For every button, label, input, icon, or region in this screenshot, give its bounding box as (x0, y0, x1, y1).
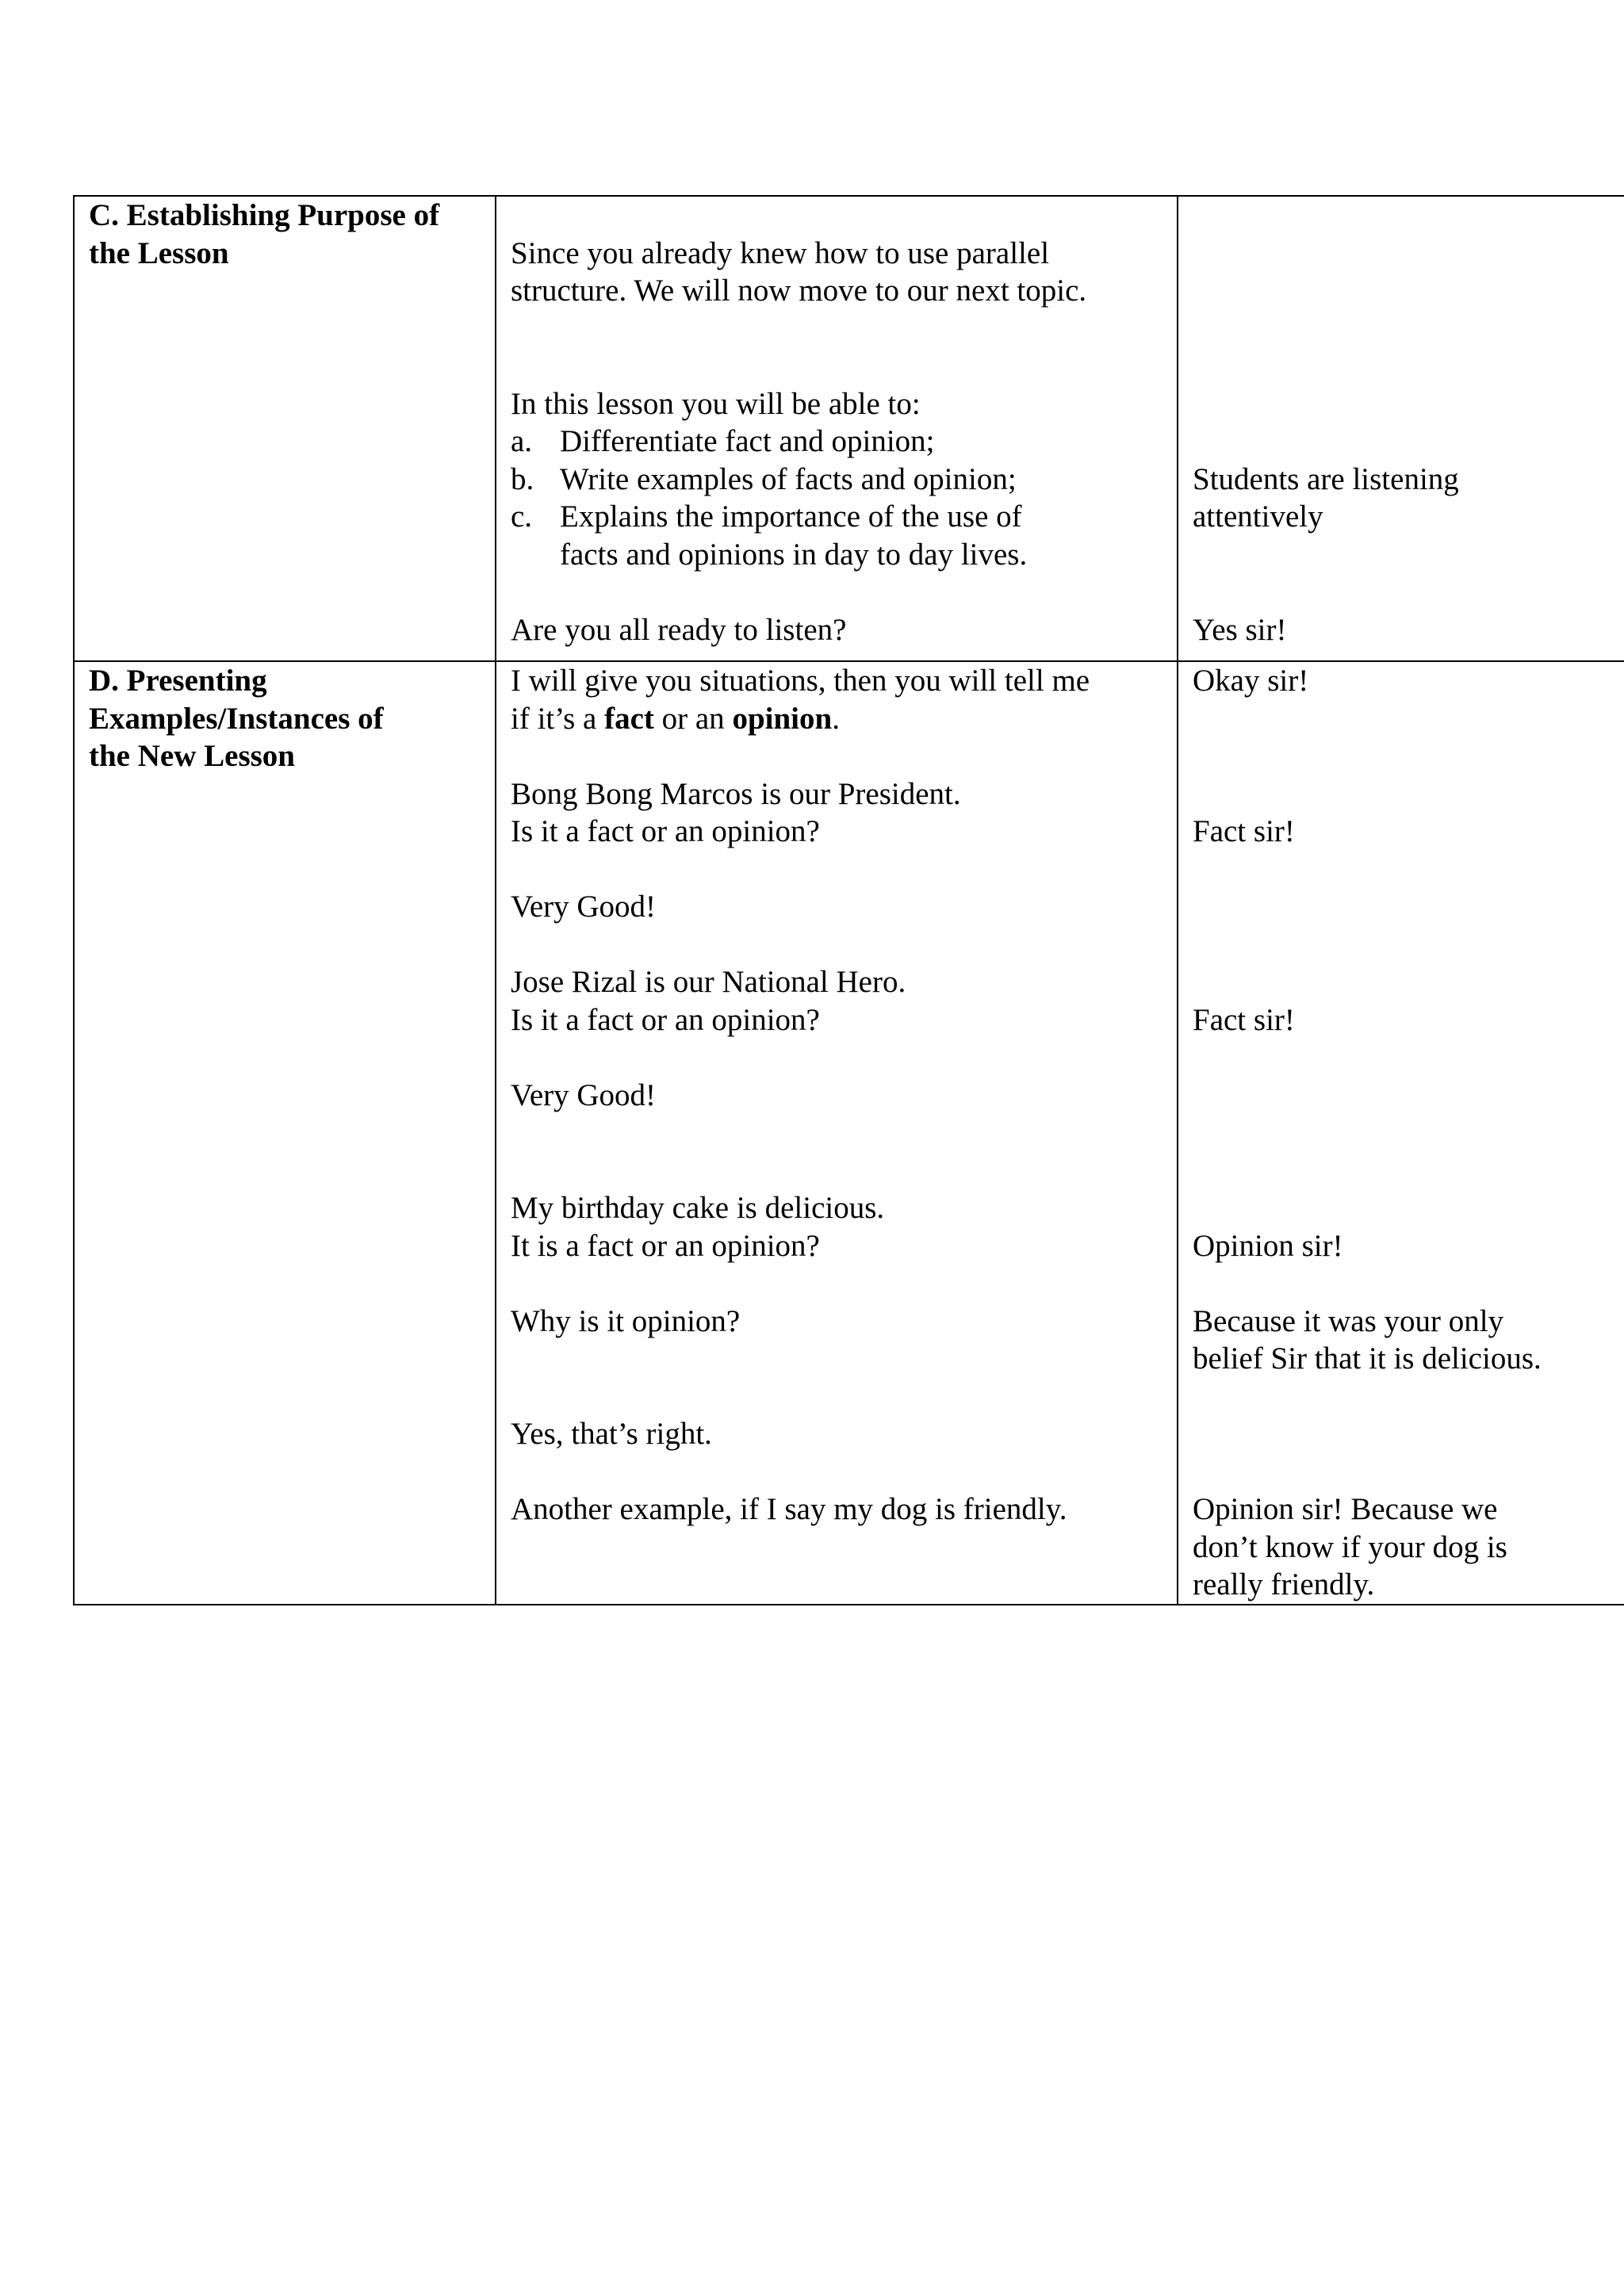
row-label-c-line1: C. Establishing Purpose of (89, 198, 440, 232)
student-response-yes: Yes sir! (1193, 612, 1287, 647)
student-explanation-1: Because it was your only (1193, 1303, 1504, 1338)
student-dog-answer-2: don’t know if your dog is (1193, 1529, 1507, 1564)
instruction-line-2: if it’s a fact or an opinion. (511, 701, 840, 736)
example-national-hero: Jose Rizal is our National Hero. (511, 965, 906, 999)
lesson-plan-table (73, 195, 1624, 1605)
teacher-activity-d (496, 661, 1178, 1605)
student-opinion: Opinion sir! (1193, 1228, 1343, 1263)
student-dog-answer-1: Opinion sir! Because we (1193, 1492, 1498, 1526)
objectives-heading: In this lesson you will be able to: (511, 386, 921, 421)
student-response-listening-2: attentively (1193, 499, 1323, 534)
intro-line-2: structure. We will now move to our next topic. (511, 274, 1087, 308)
example-friendly-dog: Another example, if I say my dog is friendly. (511, 1492, 1067, 1526)
student-activity-d (1178, 661, 1624, 1605)
student-response-listening-1: Students are listening (1193, 461, 1459, 496)
objective-c-text: Explains the importance of the use of (560, 499, 1022, 534)
question-1: Is it a fact or an opinion? (511, 814, 820, 848)
objective-c (511, 498, 1162, 536)
why-opinion-question: Why is it opinion? (511, 1303, 741, 1338)
row-establishing-purpose (74, 196, 1624, 661)
example-president: Bong Bong Marcos is our President. (511, 776, 961, 811)
row-label-c (74, 196, 496, 661)
row-label-d (74, 661, 496, 1605)
intro-line-1: Since you already knew how to use parallel (511, 235, 1050, 270)
student-activity-c (1178, 196, 1624, 661)
objective-b-text: Write examples of facts and opinion; (560, 461, 1017, 496)
objective-a-marker: a. (511, 424, 533, 458)
ready-question: Are you all ready to listen? (511, 612, 847, 647)
row-label-d-line1: D. Presenting (89, 664, 267, 698)
student-okay: Okay sir! (1193, 664, 1309, 698)
student-fact-1: Fact sir! (1193, 814, 1295, 848)
row-label-d-line3: the New Lesson (89, 739, 295, 773)
row-label-d-line2: Examples/Instances of (89, 701, 384, 736)
question-3: It is a fact or an opinion? (511, 1228, 820, 1263)
praise-1: Very Good! (511, 890, 657, 924)
row-presenting-examples (74, 661, 1624, 1605)
objective-b (511, 461, 1162, 499)
opinion-keyword: opinion (732, 701, 833, 736)
objective-b-marker: b. (511, 461, 534, 496)
example-birthday-cake: My birthday cake is delicious. (511, 1191, 885, 1225)
instruction-line-1: I will give you situations, then you will tell me (511, 664, 1090, 698)
confirmation: Yes, that’s right. (511, 1417, 712, 1451)
objective-c-marker: c. (511, 499, 533, 534)
teacher-activity-c (496, 196, 1178, 661)
objective-a-text: Differentiate fact and opinion; (560, 424, 935, 458)
praise-2: Very Good! (511, 1077, 657, 1112)
student-fact-2: Fact sir! (1193, 1002, 1295, 1037)
question-2: Is it a fact or an opinion? (511, 1002, 820, 1037)
row-label-c-line2: the Lesson (89, 235, 229, 270)
student-dog-answer-3: really friendly. (1193, 1567, 1375, 1601)
student-explanation-2: belief Sir that it is delicious. (1193, 1341, 1542, 1376)
fact-keyword: fact (604, 701, 654, 736)
objective-a (511, 423, 1162, 461)
objective-c-text-continued: facts and opinions in day to day lives. (560, 537, 1028, 572)
